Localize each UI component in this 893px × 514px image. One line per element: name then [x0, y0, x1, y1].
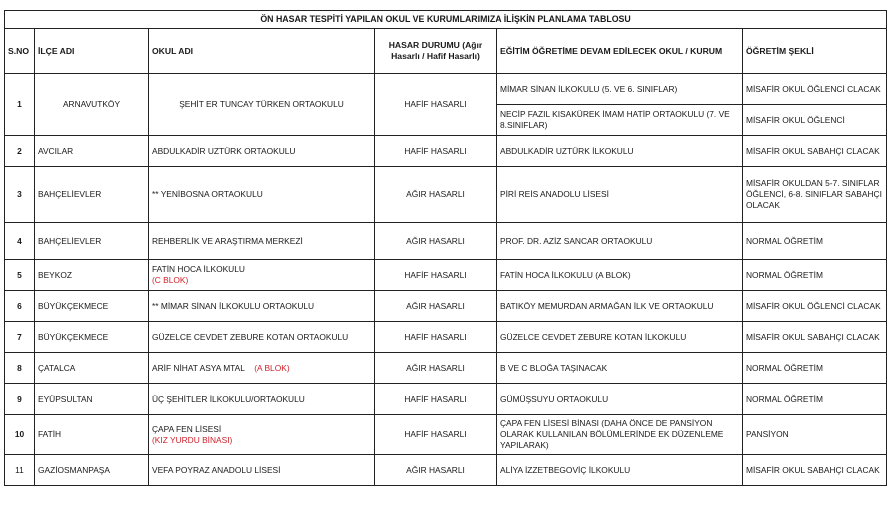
row-ilce: BAHÇELİEVLER	[35, 167, 149, 223]
row-no: 5	[5, 260, 35, 291]
row-hasar: AĞIR HASARLI	[375, 455, 497, 486]
row-sekil: MİSAFİR OKUL ÖĞLENCİ CLACAK	[743, 74, 887, 105]
row-hasar: AĞIR HASARLI	[375, 223, 497, 260]
row-devam: PROF. DR. AZİZ SANCAR ORTAOKULU	[497, 223, 743, 260]
row-okul-cell	[149, 353, 375, 384]
row-sekil: MİSAFİR OKULDAN 5-7. SINIFLAR ÖĞLENCİ, 6-8. SINIFLAR SABAHÇI OLACAK	[743, 167, 887, 223]
row-ilce: ARNAVUTKÖY	[35, 74, 149, 136]
row-ilce: ÇATALCA	[35, 353, 149, 384]
row-ilce: FATİH	[35, 415, 149, 455]
table-row	[5, 455, 887, 486]
row-no: 1	[5, 74, 35, 136]
row-hasar: HAFİF HASARLI	[375, 322, 497, 353]
row-okul-note: (C BLOK)	[152, 275, 189, 285]
row-okul: ** MİMAR SİNAN İLKOKULU ORTAOKULU	[149, 291, 375, 322]
row-okul: VEFA POYRAZ ANADOLU LİSESİ	[149, 455, 375, 486]
row-sekil: MİSAFİR OKUL ÖĞLENCİ CLACAK	[743, 291, 887, 322]
row-sekil: MİSAFİR OKUL SABAHÇI CLACAK	[743, 322, 887, 353]
row-sekil: NORMAL ÖĞRETİM	[743, 384, 887, 415]
row-devam: GÜMÜŞSUYU ORTAOKULU	[497, 384, 743, 415]
row-no: 2	[5, 136, 35, 167]
row-sekil: MİSAFİR OKUL ÖĞLENCİ	[743, 105, 887, 136]
row-ilce: GAZİOSMANPAŞA	[35, 455, 149, 486]
table-row	[5, 260, 887, 291]
row-ilce: EYÜPSULTAN	[35, 384, 149, 415]
header-hasar: HASAR DURUMU (Ağır Hasarlı / Hafif Hasarlı)	[375, 29, 497, 74]
row-no: 9	[5, 384, 35, 415]
row-okul: REHBERLİK VE ARAŞTIRMA MERKEZİ	[149, 223, 375, 260]
row-no: 6	[5, 291, 35, 322]
table-row	[5, 167, 887, 223]
header-sekil: ÖĞRETİM ŞEKLİ	[743, 29, 887, 74]
row-okul: ŞEHİT ER TUNCAY TÜRKEN ORTAOKULU	[149, 74, 375, 136]
row-sekil: MİSAFİR OKUL SABAHÇI CLACAK	[743, 136, 887, 167]
row-okul-cell	[149, 415, 375, 455]
table-row	[5, 291, 887, 322]
table-row	[5, 353, 887, 384]
row-no: 8	[5, 353, 35, 384]
row-hasar: HAFİF HASARLI	[375, 74, 497, 136]
planning-table-wrapper	[4, 10, 887, 486]
row-okul: ** YENİBOSNA ORTAOKULU	[149, 167, 375, 223]
row-sekil: MİSAFİR OKUL SABAHÇI CLACAK	[743, 455, 887, 486]
row-okul-note: (A BLOK)	[254, 362, 290, 373]
header-devam: EĞİTİM ÖĞRETİME DEVAM EDİLECEK OKUL / KURUM	[497, 29, 743, 74]
row-sekil: NORMAL ÖĞRETİM	[743, 260, 887, 291]
table-row	[5, 322, 887, 353]
row-hasar: AĞIR HASARLI	[375, 353, 497, 384]
row-sekil: PANSİYON	[743, 415, 887, 455]
row-devam: ABDULKADİR UZTÜRK İLKOKULU	[497, 136, 743, 167]
row-ilce: BÜYÜKÇEKMECE	[35, 291, 149, 322]
row-okul: ÜÇ ŞEHİTLER İLKOKULU/ORTAOKULU	[149, 384, 375, 415]
row-devam: MİMAR SİNAN İLKOKULU (5. VE 6. SINIFLAR)	[497, 74, 743, 105]
row-ilce: BAHÇELİEVLER	[35, 223, 149, 260]
row-no: 3	[5, 167, 35, 223]
table-row	[5, 384, 887, 415]
row-sekil: NORMAL ÖĞRETİM	[743, 353, 887, 384]
row-devam: BATIKÖY MEMURDAN ARMAĞAN İLK VE ORTAOKULU	[497, 291, 743, 322]
table-row	[5, 223, 887, 260]
row-ilce: AVCILAR	[35, 136, 149, 167]
row-okul-note: (KIZ YURDU BİNASI)	[152, 434, 233, 445]
row-no: 11	[5, 455, 35, 486]
planning-table	[4, 10, 887, 486]
row-ilce: BEYKOZ	[35, 260, 149, 291]
row-no: 7	[5, 322, 35, 353]
header-ilce: İLÇE ADI	[35, 29, 149, 74]
row-hasar: AĞIR HASARLI	[375, 291, 497, 322]
row-hasar: HAFİF HASARLI	[375, 384, 497, 415]
table-row	[5, 74, 887, 105]
row-devam: GÜZELCE CEVDET ZEBURE KOTAN İLKOKULU	[497, 322, 743, 353]
row-okul: ABDULKADİR UZTÜRK ORTAOKULU	[149, 136, 375, 167]
row-okul: GÜZELCE CEVDET ZEBURE KOTAN ORTAOKULU	[149, 322, 375, 353]
table-title: ÖN HASAR TESPİTİ YAPILAN OKUL VE KURUMLARIMIZA İLİŞKİN PLANLAMA TABLOSU	[5, 11, 887, 29]
row-devam: PİRİ REİS ANADOLU LİSESİ	[497, 167, 743, 223]
header-row	[5, 29, 887, 74]
row-okul: FATİN HOCA İLKOKULU	[152, 264, 245, 274]
row-devam: B VE C BLOĞA TAŞINACAK	[497, 353, 743, 384]
header-okul: OKUL ADI	[149, 29, 375, 74]
row-devam: ALİYA İZZETBEGOVİÇ İLKOKULU	[497, 455, 743, 486]
table-row	[5, 415, 887, 455]
table-row	[5, 136, 887, 167]
row-okul: ÇAPA FEN LİSESİ	[152, 423, 222, 434]
row-okul-cell	[149, 260, 375, 291]
row-devam: FATİN HOCA İLKOKULU (A BLOK)	[497, 260, 743, 291]
row-hasar: HAFİF HASARLI	[375, 260, 497, 291]
row-devam: NECİP FAZIL KISAKÜREK İMAM HATİP ORTAOKULU (7. VE 8.SINIFLAR)	[497, 105, 743, 136]
row-hasar: HAFİF HASARLI	[375, 415, 497, 455]
row-ilce: BÜYÜKÇEKMECE	[35, 322, 149, 353]
row-no: 4	[5, 223, 35, 260]
row-okul: ARİF NİHAT ASYA MTAL	[152, 362, 245, 373]
row-hasar: AĞIR HASARLI	[375, 167, 497, 223]
row-no: 10	[5, 415, 35, 455]
header-sno: S.NO	[5, 29, 35, 74]
row-hasar: HAFİF HASARLI	[375, 136, 497, 167]
row-devam: ÇAPA FEN LİSESİ BİNASI (DAHA ÖNCE DE PANSİYON OLARAK KULLANILAN BÖLÜMLERİNDE EK DÜZENLEME YAPILARAK)	[497, 415, 743, 455]
row-sekil: NORMAL ÖĞRETİM	[743, 223, 887, 260]
